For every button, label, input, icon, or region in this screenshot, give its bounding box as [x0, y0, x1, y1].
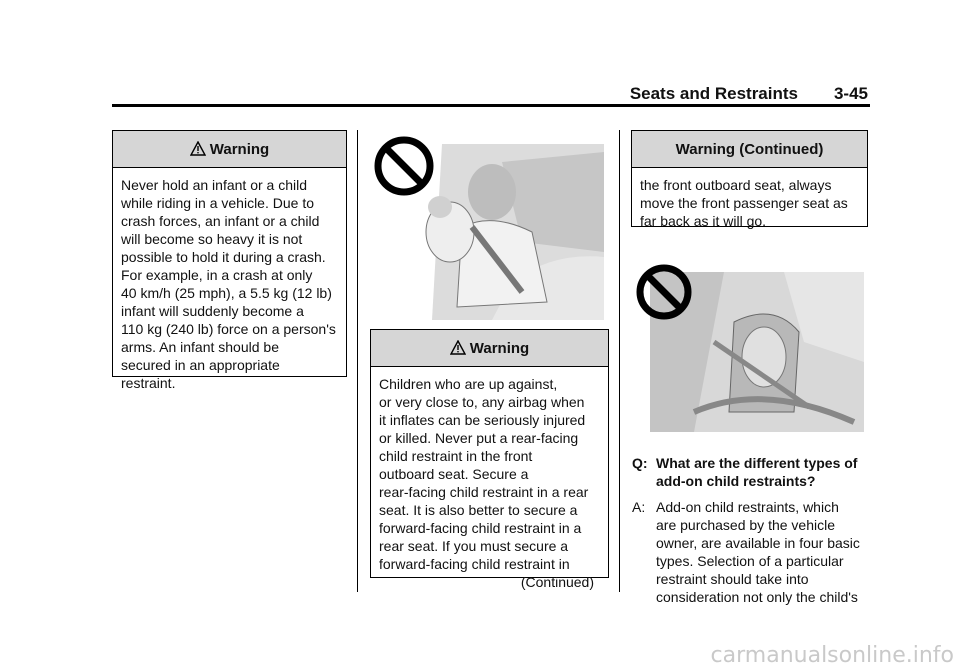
illustration-rear-facing-seat [634, 262, 866, 434]
section-title: Seats and Restraints [629, 84, 798, 103]
watermark: carmanualsonline.info [710, 643, 954, 668]
warning-text: the front outboard seat, always move the front passenger seat as far back as it will go. [640, 177, 848, 229]
page-number: 3-45 [833, 84, 868, 103]
column-divider-1 [357, 130, 358, 592]
faq-answer: A: Add-on child restraints, which are purchased by the vehicle owner, are available in four basic types. Selection of a particular restraint should take into consideration not only the child's [632, 499, 860, 605]
warning-box-airbag [370, 329, 609, 590]
warning-triangle-icon [450, 340, 466, 356]
page-header [112, 84, 868, 102]
warning-text: Children who are up against, or very close to, any airbag when it inflates can be seriously injured or killed. Never put a rear-facing child restraint in the front outboard seat. Secure a rear-facing child restraint in a rear seat. It is also better to secure a forward-facing child restraint in a rear seat. If you must secure a forward-facing child restraint in (Continued) [371, 367, 608, 591]
illustration-infant-held [372, 132, 608, 322]
question-label: Q: [632, 455, 648, 471]
faq-section [632, 454, 870, 606]
faq-question: Q: What are the different types of add-on child restraints? [632, 455, 858, 489]
header-rule [112, 104, 870, 107]
warning-triangle-icon [190, 141, 206, 157]
warning-title: Warning (Continued) [675, 140, 824, 158]
warning-title: Warning [209, 140, 270, 158]
warning-title: Warning [469, 339, 530, 357]
warning-box-infant [112, 130, 347, 391]
answer-label: A: [632, 499, 646, 515]
warning-text: Never hold an infant or a child while riding in a vehicle. Due to crash forces, an infant or a child will become so heavy it is not possible to hold it during a crash. For example, in a crash at only 40 km/h (25 mph), a 5.5 kg (12 lb) infant will suddenly become a 110 kg (240 lb) force on a person's arms. An infant should be secured in an appropriate restraint. [121, 177, 336, 391]
continued-label: (Continued) [520, 574, 594, 590]
warning-box-continued [631, 130, 868, 227]
column-divider-2 [619, 130, 620, 592]
